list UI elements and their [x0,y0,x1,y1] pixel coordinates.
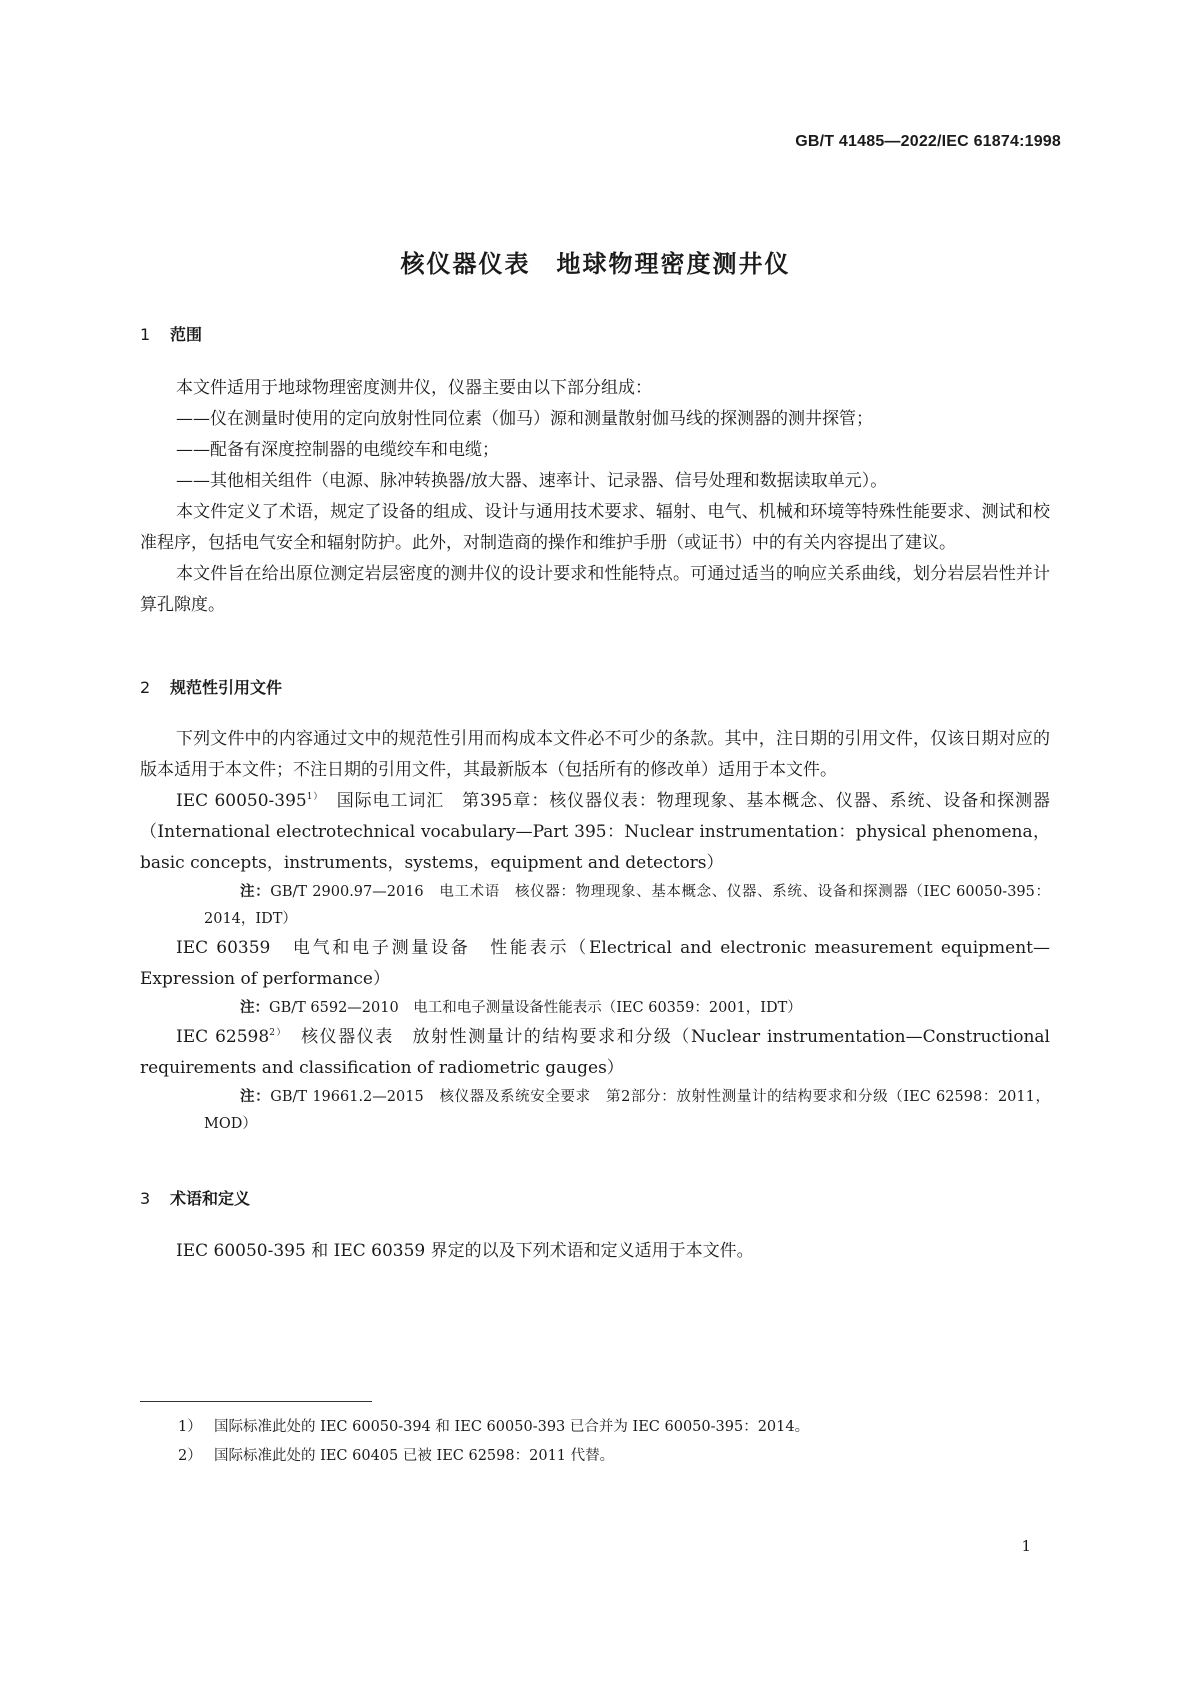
reference-entry: IEC 60359 电气和电子测量设备 性能表示（Electrical and electronic measurement equipment—Expression of performance） [140,938,1050,989]
section-2-body [140,724,1050,1138]
footnote [178,1444,614,1465]
standard-code: GB/T 41485—2022/IEC 61874:1998 [795,133,1061,150]
section-number: 2 [140,678,151,697]
note [140,879,1050,933]
reference-entry [140,786,1050,879]
footnote-divider [140,1401,372,1402]
note-label: 注： [240,1000,269,1016]
paragraph: 本文件适用于地球物理密度测井仪，仪器主要由以下部分组成： [176,378,652,398]
section-1-heading [140,322,202,345]
page-title [0,244,1191,279]
section-title: 规范性引用文件 [170,678,283,697]
section-3-body [140,1236,1050,1267]
page-number: 1 [1021,1537,1031,1555]
title-part-1: 核仪器仪表 [400,250,531,278]
footnote-marker: 2） [269,1028,283,1038]
footnote-number: 2） [178,1448,202,1464]
note-label: 注： [240,884,271,900]
section-title: 术语和定义 [170,1189,251,1208]
reference-id: IEC 62598 [176,1027,270,1047]
section-1-body [140,373,1050,621]
paragraph: IEC 60050-395 和 IEC 60359 界定的以及下列术语和定义适用于本文件。 [176,1241,754,1261]
paragraph: 下列文件中的内容通过文中的规范性引用而构成本文件必不可少的条款。其中，注日期的引用文件，仅该日期对应的版本适用于本文件；不注日期的引用文件，其最新版本（包括所有的修改单）适用于本文件。 [140,729,1050,780]
footnote-text: 国际标准此处的 IEC 60050-394 和 IEC 60050-393 已合并为 IEC 60050-395：2014。 [214,1419,810,1435]
footnote-marker: 1） [306,792,319,802]
reference-id: IEC 60050-395 [176,791,307,811]
list-item: ——配备有深度控制器的电缆绞车和电缆； [176,440,499,460]
list-item: ——仪在测量时使用的定向放射性同位素（伽马）源和测量散射伽马线的探测器的测井探管； [176,409,873,429]
note [140,995,1050,1022]
note-text: GB/T 19661.2—2015 核仪器及系统安全要求 第2部分：放射性测量计的结构要求和分级（IEC 62598：2011，MOD） [204,1089,1050,1132]
footnote [178,1415,809,1436]
reference-text: 国际电工词汇 第395章：核仪器仪表：物理现象、基本概念、仪器、系统、设备和探测器（International electrotechnical vocabulary—Part 395：Nuclear instrumentation：physical phenomena，basic concepts，instruments，systems，equipment and detectors） [140,791,1050,873]
reference-text: 核仪器仪表 放射性测量计的结构要求和分级（Nuclear instrumentation—Constructional requirements and classification of radiometric gauges） [140,1027,1050,1078]
footnote-text: 国际标准此处的 IEC 60405 已被 IEC 62598：2011 代替。 [214,1448,615,1464]
section-number: 1 [140,325,151,344]
footnote-number: 1） [178,1419,202,1435]
reference-entry [140,1022,1050,1084]
paragraph: 本文件定义了术语，规定了设备的组成、设计与通用技术要求、辐射、电气、机械和环境等特殊性能要求、测试和校准程序，包括电气安全和辐射防护。此外，对制造商的操作和维护手册（或证书）中的有关内容提出了建议。 [140,502,1050,553]
list-item: ——其他相关组件（电源、脉冲转换器/放大器、速率计、记录器、信号处理和数据读取单元）。 [176,471,888,491]
note-text: GB/T 6592—2010 电工和电子测量设备性能表示（IEC 60359：2001，IDT） [269,1000,802,1016]
paragraph: 本文件旨在给出原位测定岩层密度的测井仪的设计要求和性能特点。可通过适当的响应关系曲线，划分岩层岩性并计算孔隙度。 [140,564,1050,615]
section-2-heading [140,675,282,698]
section-3-heading [140,1186,250,1209]
section-number: 3 [140,1189,151,1208]
note-text: GB/T 2900.97—2016 电工术语 核仪器：物理现象、基本概念、仪器、系统、设备和探测器（IEC 60050-395：2014，IDT） [204,884,1051,927]
note-label: 注： [240,1089,271,1105]
note [140,1084,1050,1138]
title-part-2: 地球物理密度测井仪 [556,250,791,278]
section-title: 范围 [170,325,203,344]
